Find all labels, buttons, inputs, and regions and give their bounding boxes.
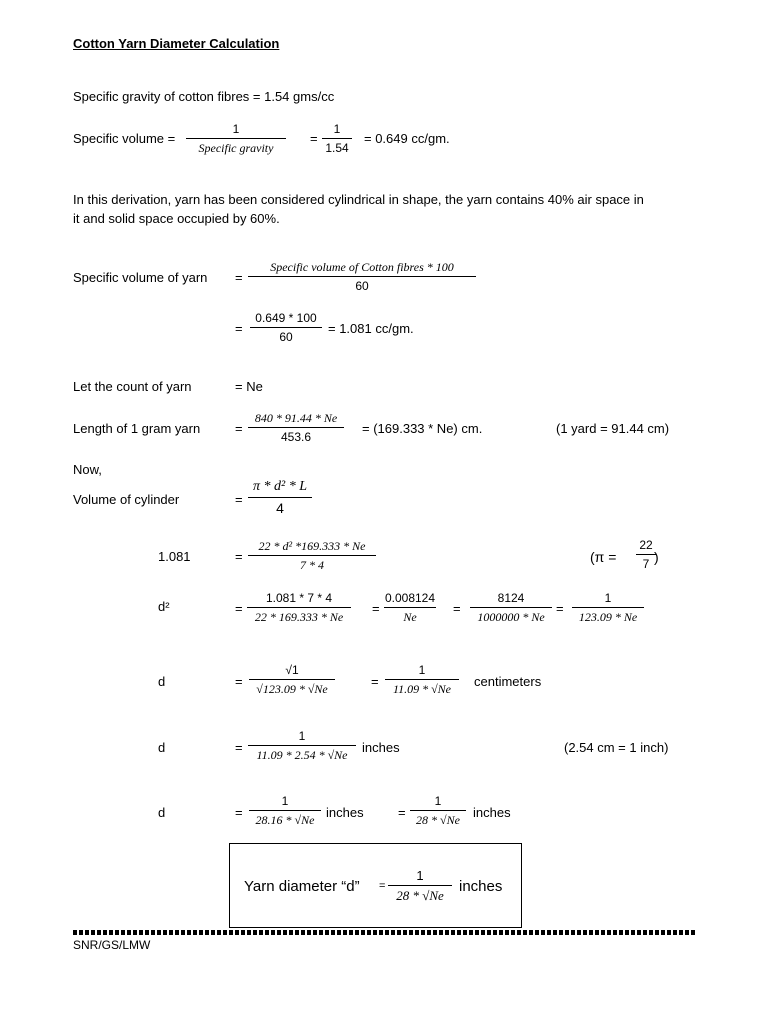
d-final-fraction-1 [249, 795, 321, 826]
d-squared-fraction-4 [572, 592, 644, 623]
final-formula-unit: inches [459, 878, 503, 895]
fraction-denominator: 1.54 [322, 138, 352, 154]
d-squared-fraction-3 [470, 592, 552, 623]
equals-sign: = [371, 674, 379, 689]
fraction-denominator: Specific gravity [186, 138, 286, 154]
d-squared-fraction-1 [247, 592, 351, 623]
specific-volume-fraction-2 [322, 123, 352, 154]
specific-volume-label: Specific volume = [73, 131, 176, 146]
fraction-denominator: 1000000 * Ne [470, 607, 552, 623]
fraction-numerator: π * d² * L [253, 479, 307, 494]
fraction-numerator: 0.008124 [384, 591, 436, 605]
pi-note-open: (π = [590, 549, 617, 565]
equals-sign: = [235, 421, 243, 436]
equals-sign: = [453, 601, 461, 616]
unit-inches: inches [362, 740, 400, 755]
d-inches-fraction [248, 730, 356, 761]
fraction-numerator: 1 [434, 794, 442, 808]
fraction-numerator: Specific volume of Cotton fibres * 100 [270, 260, 454, 274]
fraction-numerator: 0.649 * 100 [255, 311, 317, 325]
count-value: = Ne [235, 379, 263, 394]
footer-reference: SNR/GS/LMW [73, 938, 151, 952]
cylinder-volume-label: Volume of cylinder [73, 492, 180, 507]
d-label: d [158, 740, 166, 755]
equals-sign: = [235, 805, 243, 820]
unit-centimeters: centimeters [474, 674, 542, 689]
d-fraction-simplified [385, 664, 459, 695]
d-label: d [158, 805, 166, 820]
final-formula-label: Yarn diameter “d” [244, 878, 360, 895]
unit-inches: inches [326, 805, 364, 820]
derivation-paragraph-line-1: In this derivation, yarn has been considered cylindrical in shape, the yarn contains 40% air space in [73, 192, 644, 207]
fraction-denominator: 453.6 [248, 427, 344, 443]
fraction-numerator: 1.081 * 7 * 4 [265, 591, 333, 605]
fraction-denominator: 22 * 169.333 * Ne [247, 607, 351, 623]
fraction-numerator: 840 * 91.44 * Ne [254, 411, 338, 425]
fraction-denominator: 7 [636, 554, 656, 570]
fraction-numerator: 22 * d² *169.333 * Ne [258, 539, 366, 553]
fraction-denominator: Ne [384, 607, 436, 623]
equals-sign: = [379, 880, 386, 892]
equals-sign: = [310, 131, 318, 146]
length-result: = (169.333 * Ne) cm. [362, 421, 483, 436]
count-label: Let the count of yarn [73, 379, 192, 394]
length-fraction [248, 412, 344, 443]
equals-sign: = [556, 601, 564, 616]
fraction-numerator: 22 [639, 538, 653, 552]
d-fraction-sqrt [249, 664, 335, 695]
equals-sign: = [235, 740, 243, 755]
yarn-volume-fraction [248, 261, 476, 292]
fraction-numerator: 8124 [497, 591, 525, 605]
specific-volume-result: = 0.649 cc/gm. [364, 131, 450, 146]
equals-sign: = [398, 805, 406, 820]
fraction-numerator: 1 [281, 794, 289, 808]
fraction-denominator: 11.09 * √Ne [385, 679, 459, 695]
equals-sign: = [372, 601, 380, 616]
inch-conversion-note: (2.54 cm = 1 inch) [564, 740, 669, 755]
fraction-numerator: √1 [285, 663, 299, 677]
d-label: d [158, 674, 166, 689]
unit-inches: inches [473, 805, 511, 820]
specific-volume-fraction [186, 123, 286, 154]
d-final-fraction-2 [410, 795, 466, 826]
equals-sign: = [235, 549, 243, 564]
fraction-denominator: 11.09 * 2.54 * √Ne [248, 745, 356, 761]
equals-sign: = [235, 674, 243, 689]
fraction-denominator: 4 [248, 497, 312, 515]
fraction-numerator: 1 [333, 122, 341, 136]
now-label: Now, [73, 462, 102, 477]
fraction-denominator: 7 * 4 [248, 555, 376, 571]
footer-dotted-rule [73, 930, 695, 935]
final-formula-fraction [388, 869, 452, 902]
equals-sign: = [235, 601, 243, 616]
fraction-denominator: 60 [250, 327, 322, 343]
specific-gravity-line: Specific gravity of cotton fibres = 1.54 gms/cc [73, 89, 335, 104]
d-squared-fraction-2 [384, 592, 436, 623]
pi-note-fraction [636, 539, 656, 570]
fraction-denominator: 60 [248, 276, 476, 292]
pi-note-close: ) [654, 549, 659, 565]
length-label: Length of 1 gram yarn [73, 421, 201, 436]
fraction-numerator: 1 [416, 868, 424, 883]
fraction-denominator: 123.09 * Ne [572, 607, 644, 623]
fraction-numerator: 1 [298, 729, 306, 743]
equation-1081-fraction [248, 540, 376, 571]
fraction-denominator: 28.16 * √Ne [249, 810, 321, 826]
cylinder-volume-fraction [248, 480, 312, 515]
yarn-volume-result: = 1.081 cc/gm. [328, 321, 414, 336]
equals-sign: = [235, 321, 243, 336]
equals-sign: = [235, 270, 243, 285]
fraction-denominator: 28 * √Ne [388, 885, 452, 902]
equals-sign: = [235, 492, 243, 507]
fraction-numerator: 1 [604, 591, 612, 605]
d-squared-label: d² [158, 599, 170, 614]
fraction-denominator: √123.09 * √Ne [249, 679, 335, 695]
yarn-volume-label: Specific volume of yarn [73, 270, 208, 285]
equation-1081-label: 1.081 [158, 549, 191, 564]
fraction-numerator: 1 [232, 122, 240, 136]
fraction-numerator: 1 [418, 663, 426, 677]
derivation-paragraph-line-2: it and solid space occupied by 60%. [73, 211, 280, 226]
yarn-volume-fraction-2 [250, 312, 322, 343]
fraction-denominator: 28 * √Ne [410, 810, 466, 826]
yard-conversion-note: (1 yard = 91.44 cm) [556, 421, 670, 436]
page-title: Cotton Yarn Diameter Calculation [73, 36, 280, 51]
